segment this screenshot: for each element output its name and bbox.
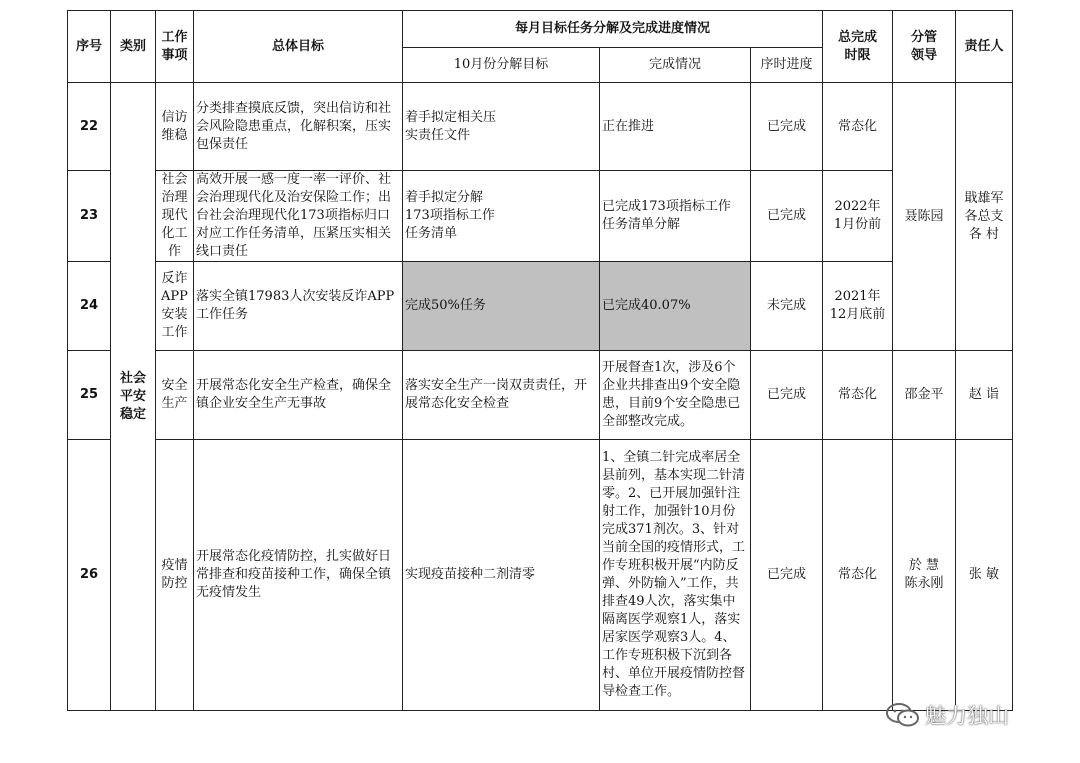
header-seq: 序号: [68, 11, 111, 83]
row-person: 赵 诣: [956, 351, 1013, 440]
row-deadline: 常态化: [823, 351, 893, 440]
table-row: [68, 351, 1013, 440]
row-item: 社会 治理 现代 化工 作: [156, 171, 194, 262]
table-row: [68, 83, 1013, 171]
header-deadline: 总完成 时限: [823, 11, 893, 83]
row-oct-goal: 着手拟定分解 173项指标工作 任务清单: [403, 171, 600, 262]
row-status: 开展督查1次，涉及6个企业共排查出9个安全隐患，目前9个安全隐患已全部整改完成。: [600, 351, 751, 440]
row-leader: 邵金平: [893, 351, 956, 440]
leader-merged: 聂陈园: [893, 83, 956, 351]
row-deadline: 常态化: [823, 83, 893, 171]
row-item: 反诈 APP 安装 工作: [156, 262, 194, 351]
row-progress: 已完成: [751, 83, 823, 171]
row-deadline: 常态化: [823, 440, 893, 711]
category-cell: 社会 平安 稳定: [111, 83, 156, 711]
row-oct-goal: 实现疫苗接种二剂清零: [403, 440, 600, 711]
row-oct-goal: 着手拟定相关压 实责任文件: [403, 83, 600, 171]
row-deadline: 2021年 12月底前: [823, 262, 893, 351]
row-item: 信访 维稳: [156, 83, 194, 171]
header-oct-goal: 10月份分解目标: [403, 48, 600, 83]
row-person: 张 敏: [956, 440, 1013, 711]
row-leader: 於 慧 陈永刚: [893, 440, 956, 711]
row-goal: 分类排查摸底反馈，突出信访和社会风险隐患重点，化解积案，压实包保责任: [194, 83, 403, 171]
header-item: 工作 事项: [156, 11, 194, 83]
header-progress: 序时进度: [751, 48, 823, 83]
person-merged: 戢雄军 各总支 各 村: [956, 83, 1013, 351]
header-goal: 总体目标: [194, 11, 403, 83]
row-goal: 落实全镇17983人次安装反诈APP工作任务: [194, 262, 403, 351]
wechat-icon: [885, 702, 921, 728]
row-progress: 已完成: [751, 171, 823, 262]
header-person: 责任人: [956, 11, 1013, 83]
table-row: [68, 440, 1013, 711]
row-item: 疫情 防控: [156, 440, 194, 711]
row-progress: 未完成: [751, 262, 823, 351]
row-status: 1、全镇二针完成率居全县前列，基本实现二针清零。2、已开展加强针注射工作，加强针10月份完成371剂次。3、针对当前全国的疫情形式，工作专班积极开展“内防反弹、外防输入”工作，共排查49人次，落实集中隔离医学观察1人，落实居家医学观察3人。4、工作专班积极下沉到各村、单位开展疫情防控督导检查工作。: [600, 440, 751, 711]
row-item: 安全 生产: [156, 351, 194, 440]
table-row: [68, 171, 1013, 262]
row-progress: 已完成: [751, 351, 823, 440]
header-leader: 分管 领导: [893, 11, 956, 83]
row-oct-goal: 落实安全生产一岗双责责任，开展常态化安全检查: [403, 351, 600, 440]
table-row: [68, 262, 1013, 351]
header-status: 完成情况: [600, 48, 751, 83]
row-seq: 25: [68, 351, 111, 440]
row-goal: 开展常态化疫情防控，扎实做好日常排查和疫苗接种工作，确保全镇无疫情发生: [194, 440, 403, 711]
row-goal: 高效开展一感一度一率一评价、社会治理现代化及治安保险工作；出台社会治理现代化173项指标归口对应工作任务清单，压紧压实相关线口责任: [194, 171, 403, 262]
row-progress: 已完成: [751, 440, 823, 711]
row-seq: 24: [68, 262, 111, 351]
row-deadline: 2022年 1月份前: [823, 171, 893, 262]
row-status-highlight: 已完成40.07%: [600, 262, 751, 351]
row-status: 正在推进: [600, 83, 751, 171]
watermark-text: 魅力独山: [925, 704, 1009, 728]
progress-table: [67, 10, 1013, 711]
row-oct-goal-highlight: 完成50%任务: [403, 262, 600, 351]
row-status: 已完成173项指标工作 任务清单分解: [600, 171, 751, 262]
row-goal: 开展常态化安全生产检查，确保全镇企业安全生产无事故: [194, 351, 403, 440]
wechat-watermark: [885, 700, 1009, 730]
row-seq: 26: [68, 440, 111, 711]
header-category: 类别: [111, 11, 156, 83]
row-seq: 23: [68, 171, 111, 262]
header-monthly: 每月目标任务分解及完成进度情况: [403, 11, 823, 48]
row-seq: 22: [68, 83, 111, 171]
